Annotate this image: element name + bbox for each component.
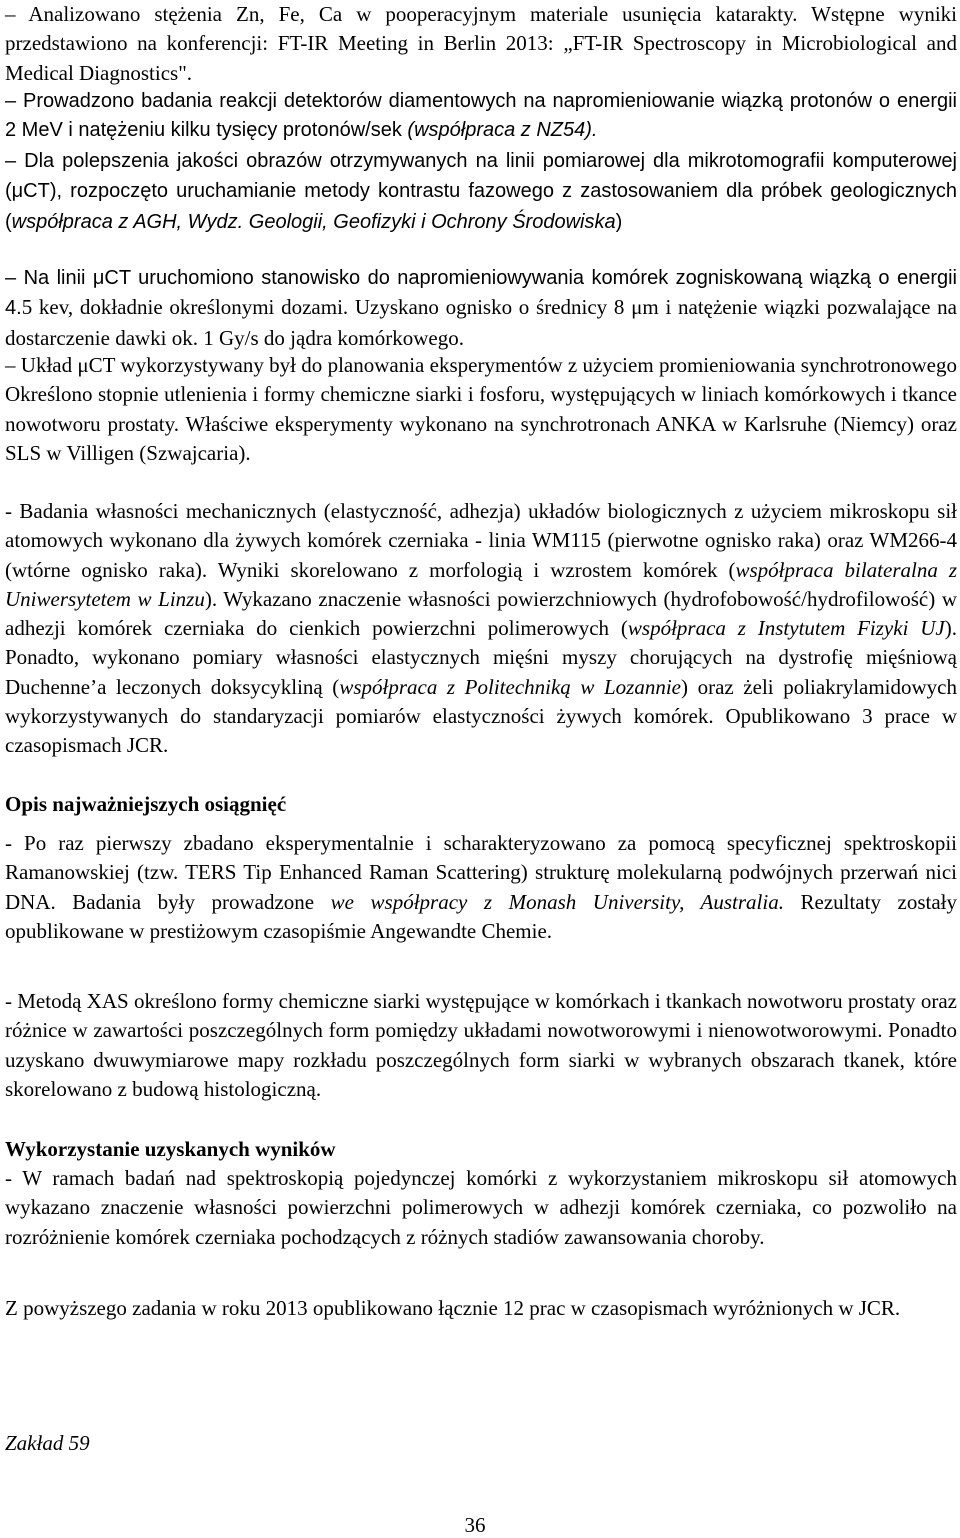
- collaboration-note: we współpracy z Monash University, Australia.: [330, 889, 784, 914]
- paragraph-single-cell-spectroscopy: [5, 1164, 957, 1252]
- paragraph-diamond-detectors: [5, 87, 957, 146]
- paragraph-text: ) oraz żeli poliakrylamidowych wykorzystywanych do standaryzacji pomiarów elastyczności żywych komórek. Opublikowano 3 prace w czasopismach JCR.: [5, 674, 957, 758]
- paragraph-text: ). Wykazano znaczenie własności powierzchniowych (hydrofobowość/hydrofilowość) w adhezji komórek czerniaka do cienkich powierzchni polimerowych (: [5, 586, 957, 641]
- paragraph-text: - Metodą XAS określono formy chemiczne siarki występujące w komórkach i tkankach nowotworu prostaty oraz różnice w zawartości poszczególnych form pomiędzy układami nowotworowymi i nienowotworowymi. Ponadto uzyskano dwuwymiarowe mapy rozkładu poszczególnych form siarki w wybranych obszarach tkanek, które skorelowano z budową histologiczną.: [5, 989, 957, 1101]
- paragraph-synchrotron-experiments: [5, 351, 957, 468]
- paragraph-text: Z powyższego zadania w roku 2013 opublikowano łącznie 12 prac w czasopismach wyróżnionych w JCR.: [5, 1296, 901, 1320]
- paragraph-text: – Analizowano stężenia Zn, Fe, Ca w pooperacyjnym materiale usunięcia katarakty. Wstępne wyniki przedstawiono na konferencji: FT-IR Meeting in Berlin 2013: „FT-IR Spectroscopy in Microbiological and Medical Diagnostics".: [5, 2, 957, 85]
- collaboration-note: współpraca z Politechniką w Lozannie: [339, 674, 681, 699]
- collaboration-note: współpraca bilateralna z Uniwersytetem w Linzu: [5, 557, 957, 611]
- section-heading-achievements: Opis najważniejszych osiągnięć: [5, 792, 287, 816]
- collaboration-note: współpraca z AGH, Wydz. Geologii, Geofizyki i Ochrony Środowiska: [11, 210, 616, 233]
- paragraph-text: - W ramach badań nad spektroskopią pojedynczej komórki z wykorzystaniem mikroskopu sił atomowych wykazano znaczenie własności powierzchni polimerowych w adhezji komórek czerniaka, co pozwoliło na rozróżnienie komórek czerniaka pochodzących z różnych stadiów zawansowania choroby.: [5, 1166, 957, 1249]
- collaboration-note: (współpraca z NZ54).: [407, 119, 598, 142]
- paragraph-irradiation-stand: [5, 263, 957, 353]
- paragraph-text: – Prowadzono badania reakcji detektorów diamentowych na napromieniowanie wiązką protonów o energii 2 MeV i natężeniu kilku tysięcy protonów/sek: [5, 90, 957, 142]
- paragraph-text: – Na linii μCT uruchomiono stanowisko do napromieniowywania komórek zogniskowaną wiązką o energii 4.: [5, 267, 957, 320]
- department-label: Zakład 59: [5, 1431, 90, 1455]
- paragraph-text: Rezultaty zostały opublikowane w prestiżowym czasopiśmie Angewandte Chemie.: [5, 889, 957, 943]
- paragraph-text: ): [615, 210, 623, 233]
- page-number: 36: [464, 1513, 486, 1537]
- paragraph-text: ). Ponadto, wykonano pomiary własności elastycznych mięśni myszy chorujących na dystrofię mięśniową Duchenne’a leczonych doksycykliną (: [5, 616, 957, 699]
- paragraph-cataract-analysis: [5, 0, 957, 88]
- collaboration-note: współpraca z Instytutem Fizyki UJ: [627, 616, 945, 641]
- paragraph-publication-summary: [5, 1294, 957, 1323]
- paragraph-text: – Dla polepszenia jakości obrazów otrzymywanych na linii pomiarowej dla mikrotomografii komputerowej (μCT), rozpoczęto uruchamianie metody kontrastu fazowego z zastosowaniem dla próbek geologicznych (: [5, 150, 957, 233]
- paragraph-ters-dna: [5, 829, 957, 946]
- paragraph-phase-contrast: [5, 146, 957, 237]
- paragraph-text: - Po raz pierwszy zbadano eksperymentalnie i scharakteryzowano za pomocą specyficznej spektroskopii Ramanowskiej (tzw. TERS Tip Enhanced Raman Scattering) strukturę molekularną podwójnych przerwań nici DNA. Badania były prowadzone: [5, 831, 957, 914]
- section-heading-results-usage: Wykorzystanie uzyskanych wyników: [5, 1137, 336, 1161]
- paragraph-text: 5 kev, dokładnie określonymi dozami. Uzyskano ognisko o średnicy 8 μm i natężenie wiązki pozwalające na dostarczenie dawki ok. 1 Gy/s do jądra komórkowego.: [5, 295, 957, 350]
- paragraph-xas-sulfur: [5, 987, 957, 1104]
- paragraph-afm-studies: [5, 497, 957, 761]
- paragraph-text: - Badania własności mechanicznych (elastyczność, adhezja) układów biologicznych z użyciem mikroskopu sił atomowych wykonano dla żywych komórek czerniaka - linia WM115 (pierwotne ognisko raka) oraz WM266-4 (wtórne ognisko raka). Wyniki skorelowano z morfologią i wzrostem komórek (: [5, 499, 957, 582]
- paragraph-text: – Układ μCT wykorzystywany był do planowania eksperymentów z użyciem promieniowania synchrotronowego Określono stopnie utlenienia i formy chemiczne siarki i fosforu, występujących w liniach komórkowych i tkance nowotworu prostaty. Właściwe eksperymenty wykonano na synchrotronach ANKA w Karlsruhe (Niemcy) oraz SLS w Villigen (Szwajcaria).: [5, 353, 957, 465]
